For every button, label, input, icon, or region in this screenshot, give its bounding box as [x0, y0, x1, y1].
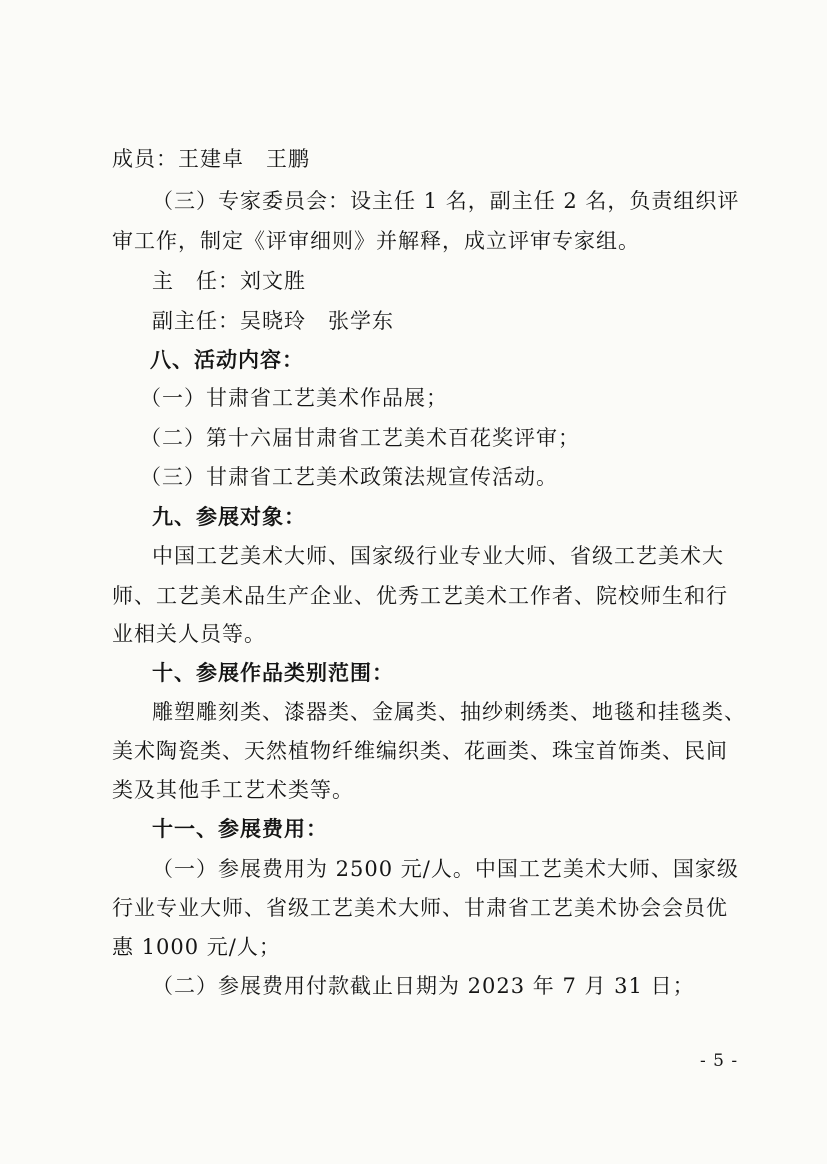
activity-item-3: （三）甘肃省工艺美术政策法规宣传活动。 [140, 465, 558, 489]
participants-paragraph-line-2: 师、工艺美术品生产企业、优秀工艺美术工作者、院校师生和行 [112, 584, 728, 608]
section-heading-fees: 十一、参展费用： [152, 816, 328, 841]
deputy-director-name-2: 张学东 [328, 309, 394, 333]
expert-committee-paragraph-line-2: 审工作，制定《评审细则》并解释，成立评审专家组。 [112, 229, 640, 253]
members-name-2: 王鹏 [266, 147, 310, 171]
expert-committee-paragraph-line-1: （三）专家委员会：设主任 1 名，副主任 2 名，负责组织评 [152, 189, 740, 213]
fees-paragraph-line-2: 行业专业大师、省级工艺美术大师、甘肃省工艺美术协会会员优 [112, 896, 728, 920]
categories-paragraph-line-3: 类及其他手工艺术类等。 [112, 778, 354, 802]
activity-item-2: （二）第十六届甘肃省工艺美术百花奖评审； [140, 426, 580, 450]
section-heading-activities: 八、活动内容： [150, 347, 304, 372]
categories-paragraph-line-2: 美术陶瓷类、天然植物纤维编织类、花画类、珠宝首饰类、民间 [112, 739, 728, 763]
fees-paragraph-line-3: 惠 1000 元/人； [112, 935, 281, 959]
activity-item-1: （一）甘肃省工艺美术作品展； [140, 386, 448, 410]
fees-deadline-line: （二）参展费用付款截止日期为 2023 年 7 月 31 日； [152, 974, 695, 998]
page-number: - 5 - [700, 1051, 739, 1071]
director-line: 主 任：刘文胜 [152, 269, 306, 293]
deputy-director-name-1: 副主任：吴晓玲 [152, 309, 306, 333]
section-heading-participants: 九、参展对象： [152, 504, 306, 529]
fees-paragraph-line-1: （一）参展费用为 2500 元/人。中国工艺美术大师、国家级 [152, 857, 739, 881]
participants-paragraph-line-3: 业相关人员等。 [112, 622, 266, 646]
committee-members-line [112, 144, 310, 174]
members-name-1: 成员：王建卓 [112, 147, 244, 171]
section-heading-categories: 十、参展作品类别范围： [152, 660, 394, 685]
deputy-director-line [152, 306, 394, 336]
participants-paragraph-line-1: 中国工艺美术大师、国家级行业专业大师、省级工艺美术大 [152, 544, 724, 568]
categories-paragraph-line-1: 雕塑雕刻类、漆器类、金属类、抽纱刺绣类、地毯和挂毯类、 [152, 700, 746, 724]
